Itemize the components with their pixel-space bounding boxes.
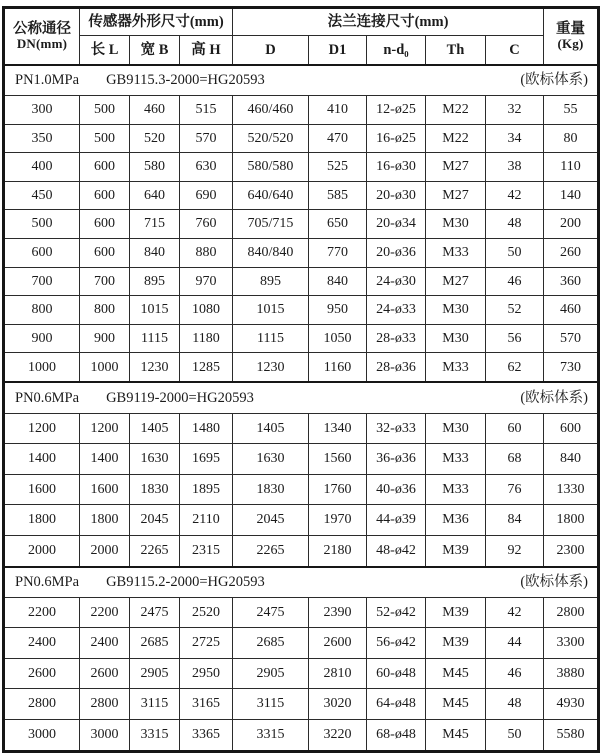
table-cell: 1830 xyxy=(130,474,180,504)
table-cell: 1830 xyxy=(233,474,309,504)
table-cell: 2810 xyxy=(309,658,367,688)
table-cell: 1695 xyxy=(180,444,233,474)
table-cell: 1115 xyxy=(233,324,309,353)
table-cell: 840 xyxy=(309,267,367,296)
table-cell: 92 xyxy=(486,535,544,566)
table-row xyxy=(4,658,599,688)
section-standard: GB9119-2000=HG20593 xyxy=(106,389,254,406)
table-cell: 640 xyxy=(130,181,180,210)
table-cell: 48 xyxy=(486,210,544,239)
table-row xyxy=(4,689,599,719)
table-cell: M36 xyxy=(426,505,486,535)
table-cell: 38 xyxy=(486,153,544,182)
table-cell: 1200 xyxy=(80,413,130,443)
table-cell: 2000 xyxy=(4,535,80,566)
table-cell: 44-ø39 xyxy=(367,505,426,535)
table-cell: 1000 xyxy=(4,353,80,383)
table-cell: 580/580 xyxy=(233,153,309,182)
table-cell: 600 xyxy=(80,238,130,267)
table-cell: 600 xyxy=(4,238,80,267)
table-cell: 24-ø33 xyxy=(367,296,426,325)
table-cell: 2800 xyxy=(544,598,599,628)
table-cell: 515 xyxy=(180,96,233,125)
table-cell: 32-ø33 xyxy=(367,413,426,443)
table-cell: 520 xyxy=(130,124,180,153)
table-cell: 2180 xyxy=(309,535,367,566)
table-cell: 1800 xyxy=(4,505,80,535)
table-cell: 600 xyxy=(80,181,130,210)
table-cell: 2265 xyxy=(130,535,180,566)
table-cell: M33 xyxy=(426,474,486,504)
table-cell: 640/640 xyxy=(233,181,309,210)
table-cell: 200 xyxy=(544,210,599,239)
table-cell: 1285 xyxy=(180,353,233,383)
table-cell: 1230 xyxy=(233,353,309,383)
table-cell: 68-ø48 xyxy=(367,719,426,751)
table-cell: 970 xyxy=(180,267,233,296)
table-cell: 880 xyxy=(180,238,233,267)
table-cell: 580 xyxy=(130,153,180,182)
table-cell: 2475 xyxy=(233,598,309,628)
table-cell: 2200 xyxy=(80,598,130,628)
section-pressure-rating: PN0.6MPa xyxy=(15,389,80,406)
table-cell: 1600 xyxy=(4,474,80,504)
table-cell: 500 xyxy=(80,96,130,125)
table-cell: M30 xyxy=(426,324,486,353)
table-cell: 1230 xyxy=(130,353,180,383)
table-cell: 2110 xyxy=(180,505,233,535)
table-cell: 650 xyxy=(309,210,367,239)
table-cell: 50 xyxy=(486,719,544,751)
table-cell: 140 xyxy=(544,181,599,210)
table-cell: 46 xyxy=(486,658,544,688)
col-group-sensor-dimensions: 传感器外形尺寸(mm) xyxy=(80,8,233,36)
table-cell: 1330 xyxy=(544,474,599,504)
table-cell: M30 xyxy=(426,296,486,325)
table-cell: 3000 xyxy=(80,719,130,751)
table-cell: 2045 xyxy=(130,505,180,535)
spec-table xyxy=(2,6,600,753)
section-standard: GB9115.3-2000=HG20593 xyxy=(106,72,265,89)
table-row xyxy=(4,474,599,504)
col-header-dn-unit: DN(mm) xyxy=(16,36,68,52)
section-pn0.6mpa-gb9119 xyxy=(4,382,599,566)
section-note: (欧标体系) xyxy=(520,574,588,591)
table-cell: 2600 xyxy=(4,658,80,688)
table-cell: 2725 xyxy=(180,628,233,658)
table-cell: 52 xyxy=(486,296,544,325)
table-cell: 2800 xyxy=(4,689,80,719)
table-cell: 2400 xyxy=(4,628,80,658)
table-cell: 585 xyxy=(309,181,367,210)
table-cell: 2475 xyxy=(130,598,180,628)
table-cell: 760 xyxy=(180,210,233,239)
table-cell: 40-ø36 xyxy=(367,474,426,504)
table-cell: M30 xyxy=(426,210,486,239)
table-cell: 1080 xyxy=(180,296,233,325)
table-row xyxy=(4,628,599,658)
col-header-d1: D1 xyxy=(309,36,367,65)
table-cell: 16-ø25 xyxy=(367,124,426,153)
table-row xyxy=(4,505,599,535)
table-cell: 2905 xyxy=(233,658,309,688)
table-cell: 3115 xyxy=(130,689,180,719)
table-cell: 1015 xyxy=(130,296,180,325)
table-cell: 895 xyxy=(130,267,180,296)
table-cell: 1160 xyxy=(309,353,367,383)
table-cell: 46 xyxy=(486,267,544,296)
table-cell: M27 xyxy=(426,181,486,210)
table-cell: 900 xyxy=(80,324,130,353)
section-note: (欧标体系) xyxy=(520,72,588,89)
table-row xyxy=(4,96,599,125)
table-cell: 76 xyxy=(486,474,544,504)
table-cell: 1200 xyxy=(4,413,80,443)
table-cell: M45 xyxy=(426,689,486,719)
table-cell: 3880 xyxy=(544,658,599,688)
table-cell: 630 xyxy=(180,153,233,182)
table-row xyxy=(4,124,599,153)
table-cell: 2045 xyxy=(233,505,309,535)
table-cell: 840 xyxy=(544,444,599,474)
table-cell: 56-ø42 xyxy=(367,628,426,658)
table-cell: 600 xyxy=(544,413,599,443)
table-cell: 1405 xyxy=(130,413,180,443)
table-cell: 470 xyxy=(309,124,367,153)
table-cell: M27 xyxy=(426,267,486,296)
table-cell: M22 xyxy=(426,124,486,153)
table-cell: 60-ø48 xyxy=(367,658,426,688)
table-cell: 80 xyxy=(544,124,599,153)
table-row xyxy=(4,535,599,566)
table-cell: 34 xyxy=(486,124,544,153)
section-header-row xyxy=(4,567,599,598)
table-cell: 1800 xyxy=(80,505,130,535)
table-cell: 68 xyxy=(486,444,544,474)
table-cell: M33 xyxy=(426,444,486,474)
table-cell: 2685 xyxy=(233,628,309,658)
table-cell: 2315 xyxy=(180,535,233,566)
table-header xyxy=(4,8,599,65)
table-cell: 1970 xyxy=(309,505,367,535)
table-cell: 1630 xyxy=(130,444,180,474)
table-cell: M33 xyxy=(426,353,486,383)
table-cell: 260 xyxy=(544,238,599,267)
table-row xyxy=(4,413,599,443)
table-cell: 42 xyxy=(486,598,544,628)
table-cell: 52-ø42 xyxy=(367,598,426,628)
table-cell: 900 xyxy=(4,324,80,353)
col-header-weight-unit: (Kg) xyxy=(557,36,584,52)
table-cell: 1760 xyxy=(309,474,367,504)
table-cell: 2600 xyxy=(80,658,130,688)
table-cell: M30 xyxy=(426,413,486,443)
table-row xyxy=(4,267,599,296)
section-pressure-rating: PN1.0MPa xyxy=(15,72,80,89)
table-cell: 715 xyxy=(130,210,180,239)
table-cell: 1015 xyxy=(233,296,309,325)
header-row-subcolumns xyxy=(4,36,599,65)
table-cell: M39 xyxy=(426,535,486,566)
table-cell: 48-ø42 xyxy=(367,535,426,566)
table-cell: 110 xyxy=(544,153,599,182)
table-cell: 2520 xyxy=(180,598,233,628)
table-cell: 800 xyxy=(80,296,130,325)
col-header-length: 长 L xyxy=(80,36,130,65)
table-cell: 570 xyxy=(544,324,599,353)
table-cell: 1400 xyxy=(4,444,80,474)
table-cell: 840/840 xyxy=(233,238,309,267)
table-cell: 48 xyxy=(486,689,544,719)
table-cell: 3000 xyxy=(4,719,80,751)
table-cell: 3115 xyxy=(233,689,309,719)
table-cell: 1560 xyxy=(309,444,367,474)
section-header-line xyxy=(6,574,596,590)
table-cell: 705/715 xyxy=(233,210,309,239)
table-cell: M45 xyxy=(426,658,486,688)
table-cell: M22 xyxy=(426,96,486,125)
table-cell: 60 xyxy=(486,413,544,443)
section-header-line xyxy=(6,390,596,406)
table-cell: 570 xyxy=(180,124,233,153)
table-cell: 600 xyxy=(80,210,130,239)
table-cell: 1895 xyxy=(180,474,233,504)
table-cell: 3315 xyxy=(233,719,309,751)
table-cell: 56 xyxy=(486,324,544,353)
table-cell: 450 xyxy=(4,181,80,210)
section-note: (欧标体系) xyxy=(520,389,588,406)
table-cell: 2685 xyxy=(130,628,180,658)
table-cell: 700 xyxy=(80,267,130,296)
table-cell: 4930 xyxy=(544,689,599,719)
table-cell: 42 xyxy=(486,181,544,210)
table-cell: 24-ø30 xyxy=(367,267,426,296)
table-cell: 1340 xyxy=(309,413,367,443)
table-cell: 50 xyxy=(486,238,544,267)
table-cell: 360 xyxy=(544,267,599,296)
table-row xyxy=(4,153,599,182)
table-cell: 460 xyxy=(544,296,599,325)
table-cell: 20-ø34 xyxy=(367,210,426,239)
table-cell: 2400 xyxy=(80,628,130,658)
table-cell: 3220 xyxy=(309,719,367,751)
section-header-row xyxy=(4,382,599,413)
table-cell: 20-ø30 xyxy=(367,181,426,210)
table-cell: 64-ø48 xyxy=(367,689,426,719)
col-group-flange-dimensions: 法兰连接尺寸(mm) xyxy=(233,8,544,36)
table-row xyxy=(4,444,599,474)
table-cell: 600 xyxy=(80,153,130,182)
table-cell: 500 xyxy=(4,210,80,239)
table-cell: 520/520 xyxy=(233,124,309,153)
table-cell: 1180 xyxy=(180,324,233,353)
table-cell: 895 xyxy=(233,267,309,296)
section-header-line xyxy=(6,72,596,88)
table-cell: 950 xyxy=(309,296,367,325)
table-row xyxy=(4,238,599,267)
table-cell: 350 xyxy=(4,124,80,153)
table-cell: 84 xyxy=(486,505,544,535)
table-cell: 800 xyxy=(4,296,80,325)
section-standard: GB9115.2-2000=HG20593 xyxy=(106,574,265,591)
table-cell: 2390 xyxy=(309,598,367,628)
table-cell: 690 xyxy=(180,181,233,210)
col-header-c: C xyxy=(486,36,544,65)
col-header-th: Th xyxy=(426,36,486,65)
table-cell: 2300 xyxy=(544,535,599,566)
header-row-groups xyxy=(4,8,599,36)
table-cell: M33 xyxy=(426,238,486,267)
col-header-dn xyxy=(4,8,80,65)
table-cell: 55 xyxy=(544,96,599,125)
table-cell: M45 xyxy=(426,719,486,751)
table-row xyxy=(4,324,599,353)
col-header-weight-title: 重量 xyxy=(556,20,585,37)
table-cell: 1800 xyxy=(544,505,599,535)
table-cell: 28-ø36 xyxy=(367,353,426,383)
table-cell: 62 xyxy=(486,353,544,383)
table-row xyxy=(4,598,599,628)
table-cell: 500 xyxy=(80,124,130,153)
col-header-height: 高 H xyxy=(180,36,233,65)
table-cell: 2000 xyxy=(80,535,130,566)
table-cell: 3300 xyxy=(544,628,599,658)
table-cell: 16-ø30 xyxy=(367,153,426,182)
table-row xyxy=(4,353,599,383)
table-cell: 730 xyxy=(544,353,599,383)
table-cell: 770 xyxy=(309,238,367,267)
col-header-dn-title: 公称通径 xyxy=(13,20,71,37)
section-pn1.0mpa xyxy=(4,65,599,383)
table-row xyxy=(4,719,599,751)
table-cell: 20-ø36 xyxy=(367,238,426,267)
table-cell: 1000 xyxy=(80,353,130,383)
table-cell: 44 xyxy=(486,628,544,658)
table-cell: 1600 xyxy=(80,474,130,504)
table-cell: 32 xyxy=(486,96,544,125)
table-cell: 3020 xyxy=(309,689,367,719)
table-cell: 525 xyxy=(309,153,367,182)
table-cell: M39 xyxy=(426,628,486,658)
table-cell: 3165 xyxy=(180,689,233,719)
table-cell: 1480 xyxy=(180,413,233,443)
table-cell: 5580 xyxy=(544,719,599,751)
table-row xyxy=(4,181,599,210)
col-header-weight xyxy=(544,8,599,65)
table-cell: 2600 xyxy=(309,628,367,658)
table-cell: 700 xyxy=(4,267,80,296)
table-cell: 1050 xyxy=(309,324,367,353)
table-cell: 36-ø36 xyxy=(367,444,426,474)
table-cell: 1400 xyxy=(80,444,130,474)
table-cell: 2265 xyxy=(233,535,309,566)
table-cell: 2905 xyxy=(130,658,180,688)
table-cell: 1115 xyxy=(130,324,180,353)
table-cell: 400 xyxy=(4,153,80,182)
table-cell: 2200 xyxy=(4,598,80,628)
table-cell: 410 xyxy=(309,96,367,125)
section-pn0.6mpa-gb9115.2 xyxy=(4,567,599,752)
table-cell: M39 xyxy=(426,598,486,628)
col-header-width: 宽 B xyxy=(130,36,180,65)
table-cell: 28-ø33 xyxy=(367,324,426,353)
table-row xyxy=(4,296,599,325)
table-cell: 3315 xyxy=(130,719,180,751)
col-header-d: D xyxy=(233,36,309,65)
table-cell: 1405 xyxy=(233,413,309,443)
table-cell: 460/460 xyxy=(233,96,309,125)
table-cell: 1630 xyxy=(233,444,309,474)
table-cell: 840 xyxy=(130,238,180,267)
table-cell: 3365 xyxy=(180,719,233,751)
table-row xyxy=(4,210,599,239)
table-cell: 12-ø25 xyxy=(367,96,426,125)
table-cell: 300 xyxy=(4,96,80,125)
table-cell: 2800 xyxy=(80,689,130,719)
section-pressure-rating: PN0.6MPa xyxy=(15,574,80,591)
table-cell: 460 xyxy=(130,96,180,125)
table-cell: 2950 xyxy=(180,658,233,688)
table-cell: M27 xyxy=(426,153,486,182)
col-header-n-d0: n-d₀ xyxy=(367,36,426,65)
section-header-row xyxy=(4,65,599,96)
